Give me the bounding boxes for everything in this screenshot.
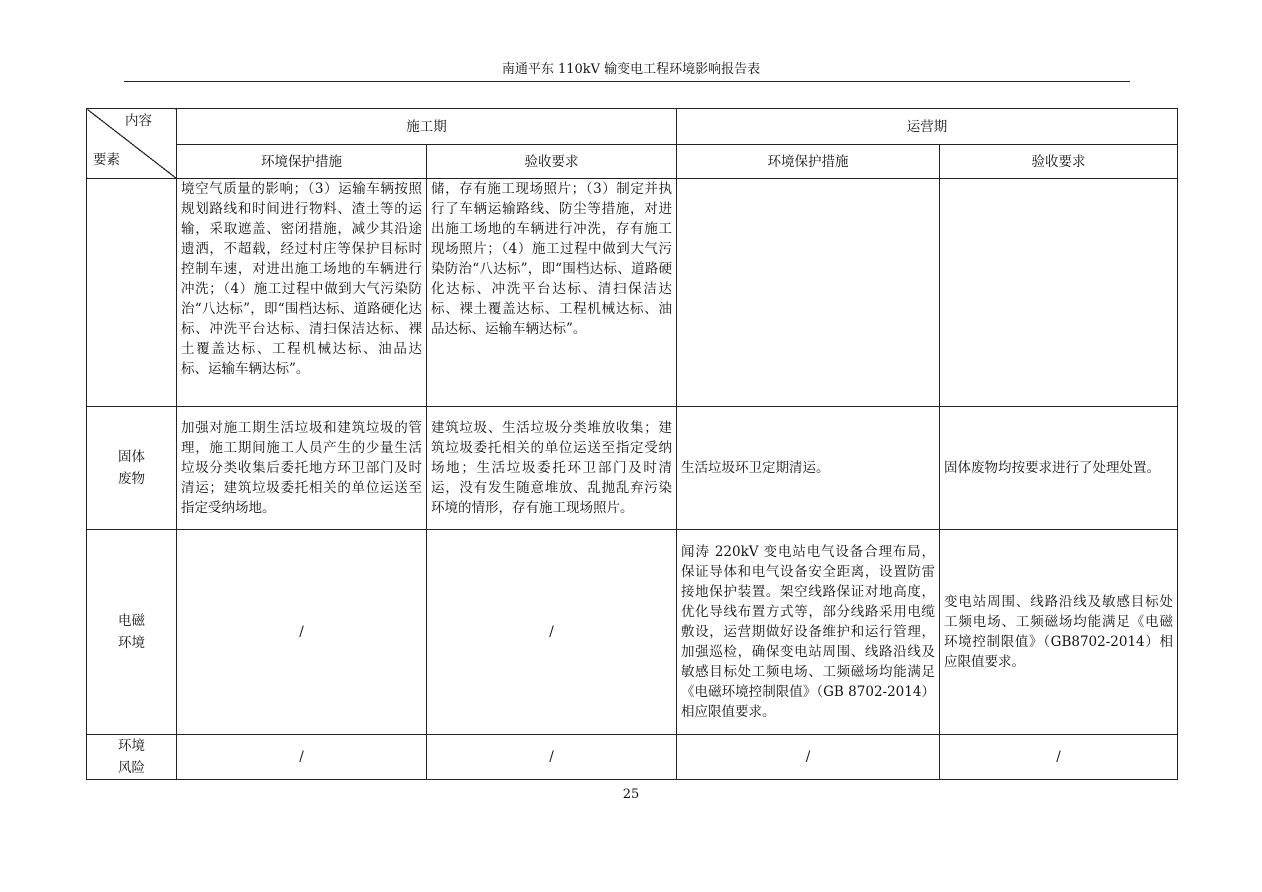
corner-bottom-label: 要素 [93, 152, 120, 168]
page-header: 南通平东 110kV 输变电工程环境影响报告表 [501, 62, 761, 77]
cell-operation-acceptance: 固体废物均按要求进行了处理处置。 [940, 407, 1178, 530]
cell-operation-acceptance [940, 179, 1178, 407]
row-label-line1: 环境 [118, 738, 145, 754]
cell-construction-acceptance: / [427, 530, 677, 735]
env-protection-table [86, 108, 1178, 780]
row-label-line1: 固体 [118, 449, 145, 465]
header-rule [124, 81, 1130, 82]
table-row-electromagnetic [87, 530, 1178, 735]
table-row-solid-waste [87, 407, 1178, 530]
cell-construction-measures: / [177, 530, 427, 735]
row-label-solid-waste [87, 407, 177, 530]
header-row-columns [87, 145, 1178, 179]
cell-operation-measures: 闻涛 220kV 变电站电气设备合理布局，保证导体和电气设备安全距离，设置防雷接地保护装置。架空线路保证对地高度，优化导线布置方式等，部分线路采用电缆敷设，运营期做好设备维护和运行管理，加强巡检，确保变电站周围、线路沿线及敏感目标处工频电场、工频磁场均能满足《电磁环境控制限值》（GB 8702-2014）相应限值要求。 [677, 530, 940, 735]
corner-top-label: 内容 [125, 113, 152, 129]
cell-construction-acceptance: 建筑垃圾、生活垃圾分类堆放收集；建筑垃圾委托相关的单位运送至指定受纳场地；生活垃圾委托环卫部门及时清运，没有发生随意堆放、乱抛乱弃污染环境的情形，存有施工现场照片。 [427, 407, 677, 530]
cell-construction-acceptance: 储，存有施工现场照片；（3）制定并执行了车辆运输路线、防尘等措施，对进出施工场地的车辆进行冲洗，存有施工现场照片；（4）施工过程中做到大气污染防治“八达标”，即“围档达标、道路硬化达标、冲洗平台达标、清扫保洁达标、裸土覆盖达标、工程机械达标、油品达标、运输车辆达标”。 [427, 179, 677, 407]
col-construction-measures-header: 环境保护措施 [177, 145, 427, 179]
table-row-env-risk [87, 735, 1178, 780]
cell-construction-measures: / [177, 735, 427, 780]
cell-construction-acceptance: / [427, 735, 677, 780]
cell-operation-measures: 生活垃圾环卫定期清运。 [677, 407, 940, 530]
row-label-line2: 废物 [118, 471, 145, 487]
cell-operation-acceptance: 变电站周围、线路沿线及敏感目标处工频电场、工频磁场均能满足《电磁环境控制限值》（GB8702-2014）相应限值要求。 [940, 530, 1178, 735]
row-label-electromagnetic [87, 530, 177, 735]
corner-cell [87, 109, 177, 179]
header-row-phase [87, 109, 1178, 145]
col-operation-acceptance-header: 验收要求 [940, 145, 1178, 179]
cell-operation-acceptance: / [940, 735, 1178, 780]
cell-construction-measures: 境空气质量的影响；（3）运输车辆按照规划路线和时间进行物料、渣土等的运输，采取遮盖、密闭措施，减少其沿途遗洒，不超载，经过村庄等保护目标时控制车速，对进出施工场地的车辆进行冲洗；（4）施工过程中做到大气污染防治“八达标”，即“围档达标、道路硬化达标、冲洗平台达标、清扫保洁达标、裸土覆盖达标、工程机械达标、油品达标、运输车辆达标”。 [177, 179, 427, 407]
row-label-env-risk [87, 735, 177, 780]
phase-construction-header: 施工期 [177, 109, 677, 145]
row-label-line2: 风险 [118, 760, 145, 776]
row-label-air [87, 179, 177, 407]
row-label-line1: 电磁 [118, 613, 145, 629]
row-label-line2: 环境 [118, 635, 145, 651]
cell-construction-measures: 加强对施工期生活垃圾和建筑垃圾的管理，施工期间施工人员产生的少量生活垃圾分类收集后委托地方环卫部门及时清运；建筑垃圾委托相关的单位运送至指定受纳场地。 [177, 407, 427, 530]
cell-operation-measures: / [677, 735, 940, 780]
col-construction-acceptance-header: 验收要求 [427, 145, 677, 179]
phase-operation-header: 运营期 [677, 109, 1178, 145]
cell-operation-measures [677, 179, 940, 407]
col-operation-measures-header: 环境保护措施 [677, 145, 940, 179]
page-number: 25 [622, 787, 640, 802]
table-row-air [87, 179, 1178, 407]
